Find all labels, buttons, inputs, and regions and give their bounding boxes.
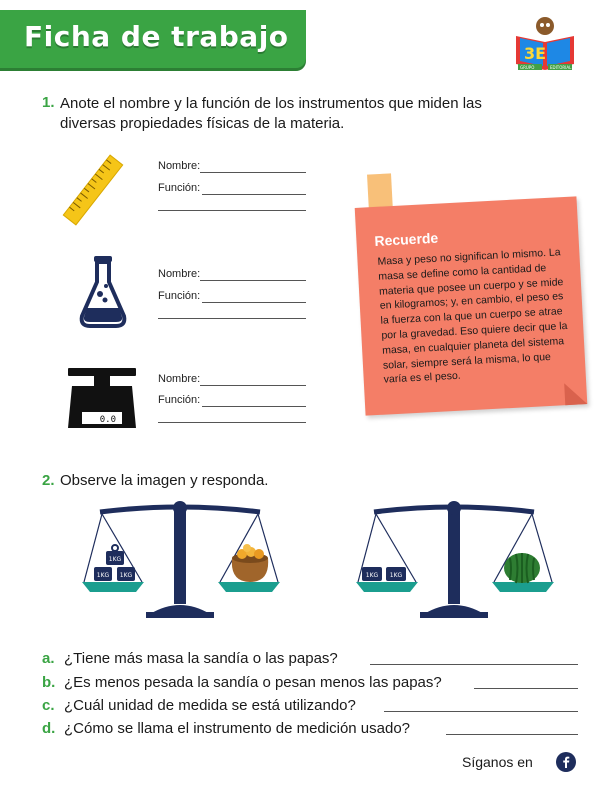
weight-label-bottom-right: 1KG	[119, 572, 133, 579]
question1-text: Anote el nombre y la función de los instrumentos que miden las diversas propiedades físicas de la materia.	[60, 95, 482, 132]
answer-c-line[interactable]	[384, 711, 578, 712]
publisher-logo	[510, 14, 580, 74]
header-banner	[0, 10, 306, 68]
answer-b-line[interactable]	[474, 688, 578, 689]
scale-function-line-2[interactable]	[158, 422, 306, 423]
ruler-function-line-2[interactable]	[158, 210, 306, 211]
flask-function-line-2[interactable]	[158, 318, 306, 319]
facebook-icon[interactable]	[556, 752, 576, 772]
watermelon	[504, 553, 540, 583]
question2-number: 2.	[42, 472, 55, 489]
question2-text: Observe la imagen y responda.	[60, 472, 269, 489]
logo-label-left: GRUPO	[520, 65, 535, 70]
scale-name-line[interactable]	[200, 385, 306, 386]
logo-label-right: EDITORIAL	[550, 65, 572, 70]
ruler-function-line[interactable]	[202, 194, 306, 195]
question-c-text: ¿Cuál unidad de medida se está utilizando?	[64, 697, 356, 714]
question-b-text: ¿Es menos pesada la sandía o pesan menos las papas?	[64, 674, 442, 691]
question-d-text: ¿Cómo se llama el instrumento de medición usado?	[64, 720, 411, 737]
weight-1kg-right	[386, 567, 406, 581]
balance-scale-right	[354, 496, 554, 620]
flask-icon	[78, 254, 128, 330]
flask-function-line[interactable]	[202, 302, 306, 303]
flask-function-label: Función:	[158, 290, 201, 302]
recuerde-title: Recuerde	[374, 229, 439, 249]
weight-1kg-top	[106, 545, 124, 565]
weight-label-right: 1KG	[389, 572, 403, 579]
weight-1kg-bottom-right	[117, 567, 135, 581]
logo-letters: 3E	[524, 44, 547, 63]
question-d-letter: d.	[42, 720, 56, 737]
ruler-name-line[interactable]	[200, 172, 306, 173]
scale-function-line[interactable]	[202, 406, 306, 407]
weight-label-top: 1KG	[108, 556, 122, 563]
recuerde-body: Masa y peso no significan lo mismo. La masa se define como la cantidad de materia que posee un cuerpo y se mide en kilogramos; y, en cambio, el peso es la fuerza con la que un cuerpo se atrae por la gravedad. Eso quiere decir que la masa, en cualquier planeta del sistema solar, siempre será la misma, lo que varía es el peso.	[377, 246, 568, 387]
question1-number: 1.	[42, 94, 55, 111]
page-title: Ficha de trabajo	[24, 20, 289, 53]
footer-follow-text: Síganos en	[462, 754, 533, 770]
question-a-text: ¿Tiene más masa la sandía o las papas?	[64, 650, 338, 667]
scale-function-label: Función:	[158, 394, 201, 406]
ruler-name-label: Nombre:	[158, 160, 201, 172]
weight-label-bottom-left: 1KG	[96, 572, 110, 579]
kitchen-scale-icon	[64, 366, 140, 432]
recuerde-note	[355, 196, 588, 415]
weight-1kg-left	[362, 567, 382, 581]
flask-name-line[interactable]	[200, 280, 306, 281]
scale-name-label: Nombre:	[158, 373, 201, 385]
ruler-function-label: Función:	[158, 182, 201, 194]
question-b-letter: b.	[42, 674, 56, 691]
answer-a-line[interactable]	[370, 664, 578, 665]
scale-display: 0.0	[99, 415, 116, 425]
potato-sack	[232, 544, 268, 582]
question-a-letter: a.	[42, 650, 55, 667]
note-fold	[564, 382, 587, 405]
balance-scale-left	[80, 496, 280, 620]
weight-1kg-bottom-left	[94, 567, 112, 581]
question-c-letter: c.	[42, 697, 55, 714]
weight-label-left: 1KG	[365, 572, 379, 579]
answer-d-line[interactable]	[446, 734, 578, 735]
flask-name-label: Nombre:	[158, 268, 201, 280]
ruler-icon	[58, 150, 128, 230]
